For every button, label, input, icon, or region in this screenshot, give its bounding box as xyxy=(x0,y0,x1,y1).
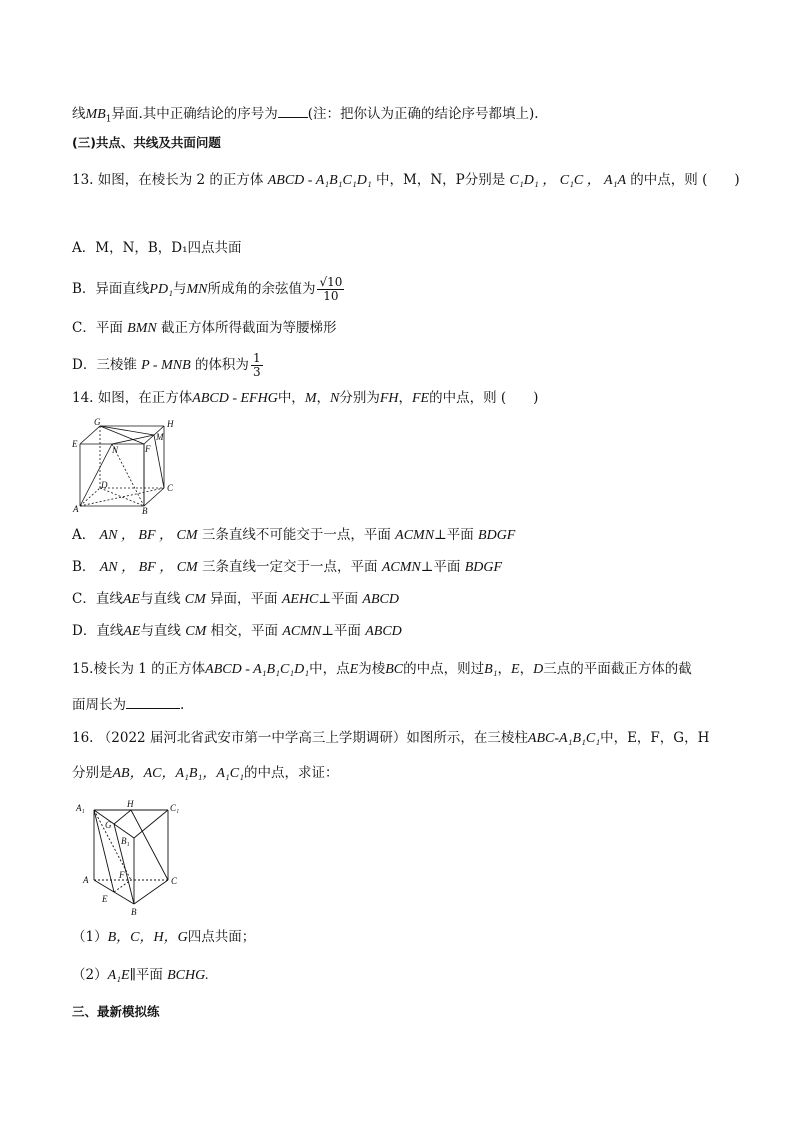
q13-option-d: D．三棱锥 P - MNB 的体积为 $\frac{1}{3}$ xyxy=(72,351,261,379)
q15-stem: 15.棱长为 1 的正方体ABCD - A₁B₁C₁D₁中，点E为棱BC的中点，则过B₁，E，D三点的平面截正方体的截 xyxy=(72,661,692,677)
section-heading: 三、最新模拟练 xyxy=(72,1004,160,1019)
q16-part2: （2）A₁E∥平面 BCHG. xyxy=(72,967,209,983)
fig-label: A xyxy=(83,875,89,885)
section-heading: (三)共点、共线及共面问题 xyxy=(72,135,221,150)
answer-blank[interactable] xyxy=(278,103,308,118)
fig-label: A xyxy=(73,504,79,514)
fig-label: E xyxy=(102,894,108,904)
fraction: $\frac{1}{3}$ xyxy=(252,351,261,379)
q14-option-a: A． AN ， BF ， CM 三条直线不可能交于一点，平面 ACMN⊥平面 BDGF xyxy=(72,527,516,543)
fig-label: B₁ xyxy=(121,836,130,846)
q16-line2: 分别是AB，AC，A₁B₁，A₁C₁的中点，求证： xyxy=(72,765,339,781)
q14-stem: 14. 如图，在正方体ABCD - EFHG中，M，N分别为FH，FE的中点，则 ( ) xyxy=(72,390,539,406)
fig-label: F xyxy=(145,444,151,454)
fig-label: F xyxy=(119,870,125,880)
q15-line2: 面周长为 . xyxy=(72,694,184,714)
q16-prism-figure xyxy=(72,798,184,920)
fig-label: B xyxy=(131,907,137,917)
q16-part1: （1）B，C，H，G四点共面； xyxy=(72,929,256,945)
fig-label: E xyxy=(72,439,78,449)
q14-cube-figure xyxy=(72,418,184,514)
fig-label: H xyxy=(127,799,134,809)
fig-label: G xyxy=(105,820,112,830)
fraction: $\frac{√10}{10}$ xyxy=(319,275,343,303)
fig-label: M xyxy=(156,432,164,442)
q13-stem: 13. 如图，在棱长为 2 的正方体 ABCD - A₁B₁C₁D₁ 中，M，N，P分别是 C₁D₁ ， C₁C ， A₁A 的中点，则 ( ) xyxy=(72,172,740,188)
q14-option-d: D．直线AE与直线 CM 相交，平面 ACMN⊥平面 ABCD xyxy=(72,623,402,639)
fig-label: H xyxy=(167,419,174,429)
fig-label: B xyxy=(142,506,148,514)
q13-option-a: A．M，N，B，D₁四点共面 xyxy=(72,240,242,256)
q14-option-c: C．直线AE与直线 CM 异面，平面 AEHC⊥平面 ABCD xyxy=(72,591,399,607)
q16-stem: 16. （2022 届河北省武安市第一中学高三上学期调研）如图所示，在三棱柱ABC-A₁B₁C₁中，E，F，G，H xyxy=(72,730,710,746)
fig-label: A₁ xyxy=(76,803,85,813)
fig-label: D xyxy=(101,480,108,490)
fig-label: C xyxy=(167,483,174,493)
q13-option-c: C．平面 BMN 截正方体所得截面为等腰梯形 xyxy=(72,320,337,336)
fig-label: C₁ xyxy=(170,803,180,813)
fig-label: C xyxy=(171,876,178,886)
answer-blank[interactable] xyxy=(126,694,180,709)
fig-label: G xyxy=(94,418,101,427)
q12-tail-line: 线$MB_1$异面.其中正确结论的序号为 (注：把你认为正确的结论序号都填上). xyxy=(72,103,539,129)
fig-label: N xyxy=(112,445,119,455)
q13-option-b: B．异面直线PD₁与MN所成角的余弦值为 $\frac{√10}{10}$ xyxy=(72,275,343,303)
q14-option-b: B． AN ， BF ， CM 三条直线一定交于一点，平面 ACMN⊥平面 BDGF xyxy=(72,559,503,575)
